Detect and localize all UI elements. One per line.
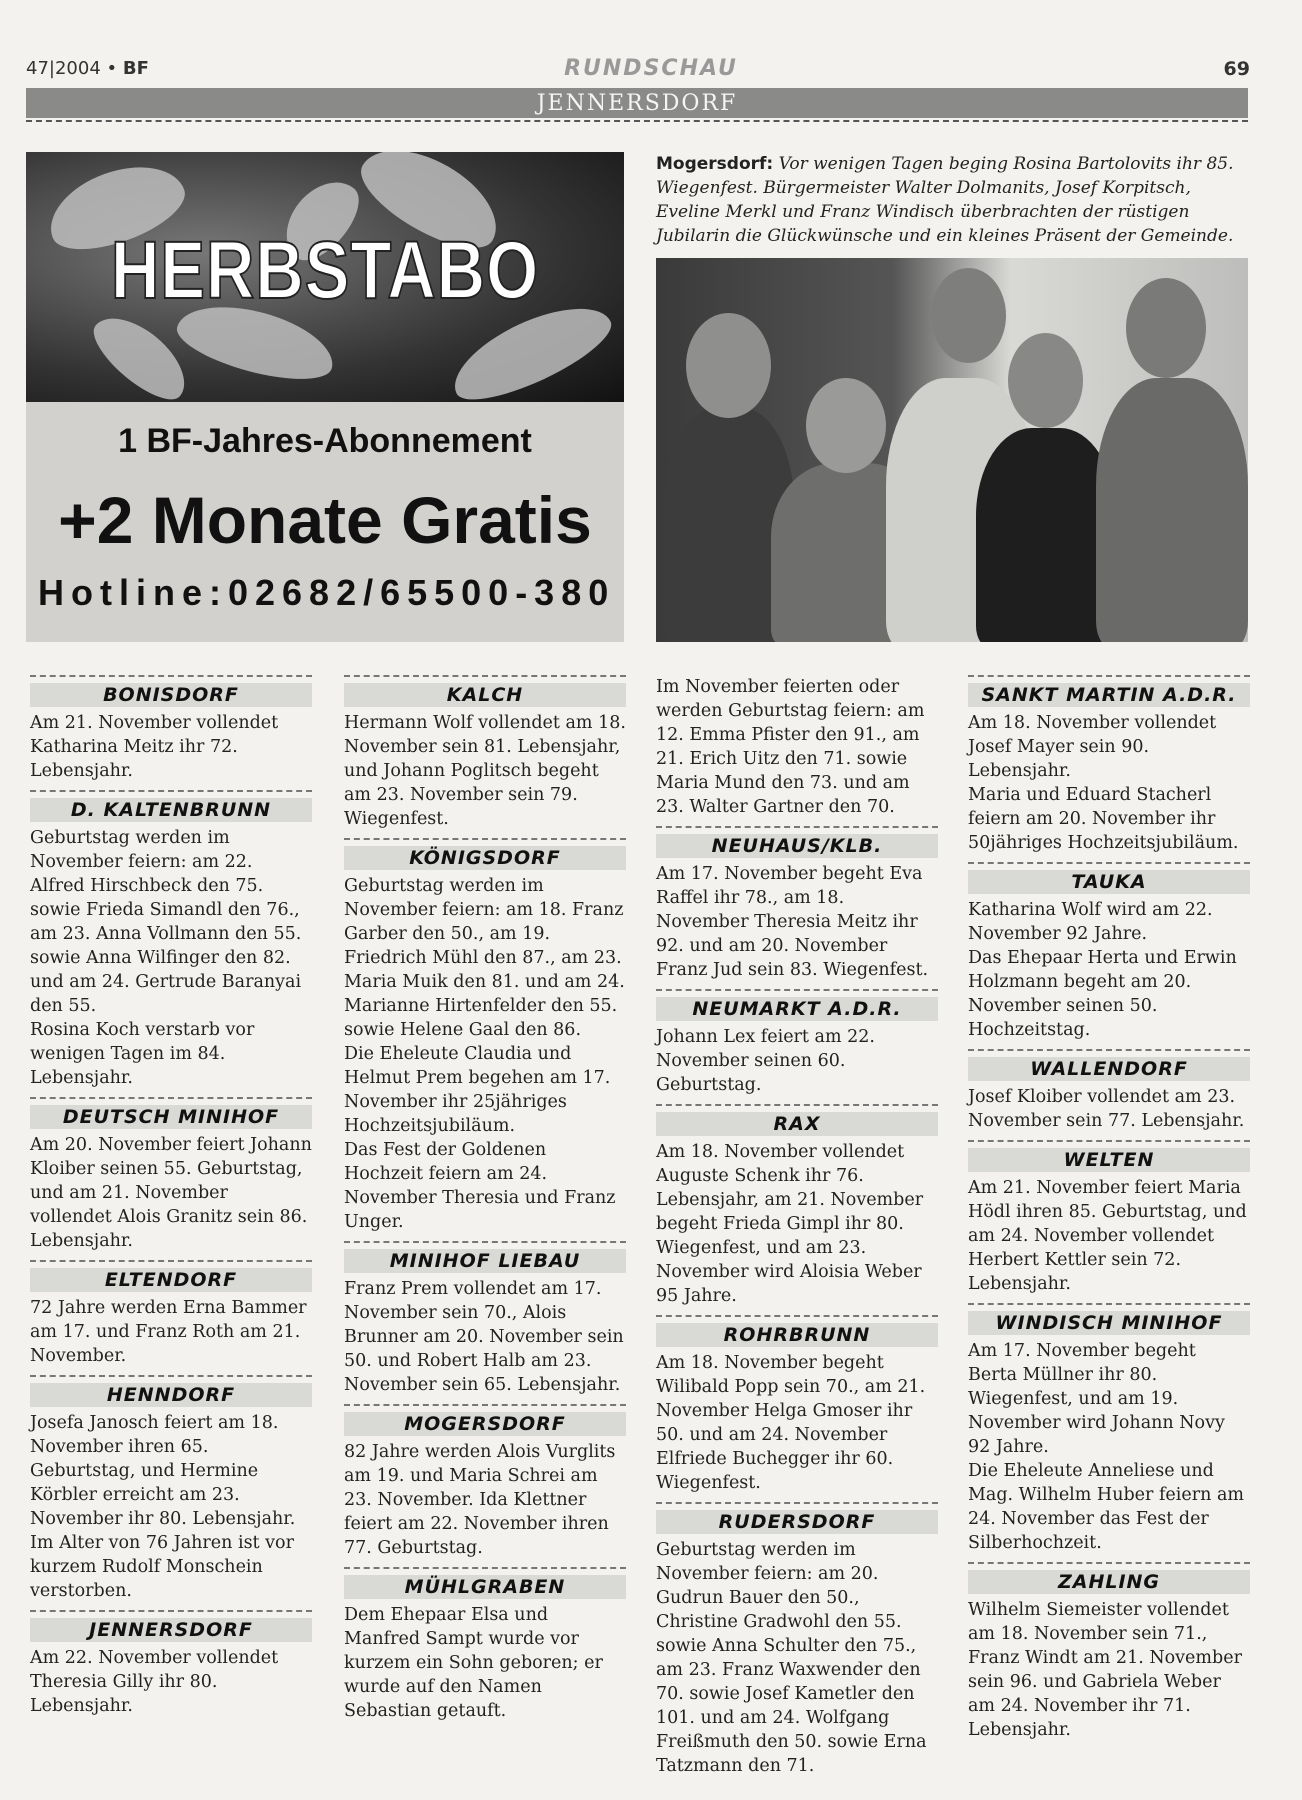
village-section (30, 675, 312, 707)
person-head (686, 313, 771, 418)
village-section (30, 1375, 312, 1407)
news-paragraph: Am 18. November vollendet Auguste Schenk ihr 76. Lebensjahr, am 21. November begeht Frieda Gimpl ihr 80. Wiegenfest, und am 23. November wird Aloisia Weber 95 Jahre. (656, 1142, 924, 1306)
news-paragraph: Am 17. November begeht Berta Müllner ihr 80. Wiegenfest, und am 19. November wird Johann Novy 92 Jahre. (968, 1341, 1225, 1457)
village-section (344, 1241, 626, 1273)
news-paragraph: Johann Lex feiert am 22. November seinen 60. Geburtstag. (656, 1027, 875, 1095)
photo-caption (656, 152, 1248, 248)
village-heading: BONISDORF (30, 683, 312, 707)
news-column-4 (968, 675, 1250, 1742)
village-heading: KÖNIGSDORF (344, 846, 626, 870)
person-figure (976, 428, 1116, 642)
village-section (656, 1315, 938, 1347)
region-title: JENNERSDORF (536, 91, 738, 116)
issue-number: 47|2004 (26, 58, 101, 79)
village-heading: SANKT MARTIN A.D.R. (968, 683, 1250, 707)
village-section (344, 1567, 626, 1599)
village-heading: ROHRBRUNN (656, 1323, 938, 1347)
village-heading: WELTEN (968, 1148, 1250, 1172)
news-paragraph: Wilhelm Siemeister vollendet am 18. November sein 71., Franz Windt am 21. November sein 96. und Gabriela Weber am 24. November ihr 71. Lebensjahr. (968, 1600, 1242, 1740)
news-paragraph: Die Eheleute Claudia und Helmut Prem begehen am 17. November ihr 25jähriges Hochzeitsjubiläum. (344, 1044, 611, 1136)
ad-bonus: +2 Monate Gratis (58, 483, 592, 557)
news-paragraph: Am 21. November feiert Maria Hödl ihren 85. Geburtstag, und am 24. November vollendet Herbert Kettler sein 72. Lebensjahr. (968, 1178, 1247, 1294)
news-paragraph: Geburtstag werden im November feiern: am 22. Alfred Hirschbeck den 75. sowie Frieda Simandl den 76., am 23. Anna Vollmann den 55. sowie Anna Wilfinger den 82. und am 24. Gertrude Baranyai den 55. (30, 828, 302, 1016)
ad-offer: 1 BF-Jahres-Abonnement (118, 422, 532, 460)
news-paragraph: Das Fest der Goldenen Hochzeit feiern am 24. November Theresia und Franz Unger. (344, 1140, 616, 1232)
village-heading: D. KALTENBRUNN (30, 798, 312, 822)
news-paragraph: Katharina Wolf wird am 22. November 92 Jahre. (968, 900, 1213, 944)
news-paragraph: Das Ehepaar Herta und Erwin Holzmann begeht am 20. November seinen 50. Hochzeitstag. (968, 948, 1237, 1040)
village-heading: ELTENDORF (30, 1268, 312, 1292)
news-paragraph: Hermann Wolf vollendet am 18. November sein 81. Lebensjahr, und Johann Poglitsch begeht am 23. November sein 79. Wiegenfest. (344, 713, 626, 829)
village-section (656, 1502, 938, 1534)
news-paragraph: 82 Jahre werden Alois Vurglits am 19. und Maria Schrei am 23. November. Ida Klettner feiert am 22. November ihren 77. Geburtstag. (344, 1442, 616, 1558)
news-paragraph: Rosina Koch verstarb vor wenigen Tagen im 84. Lebensjahr. (30, 1020, 255, 1088)
caption-text: Vor wenigen Tagen beging Rosina Bartolovits ihr 85. Wiegenfest. Bürgermeister Walter Dolmanits, Josef Korpitsch, Eveline Merkl und Franz Windisch überbrachten der rüstigen Jubilarin die Glückwünsche und ein kleines Präsent der Gemeinde. (656, 154, 1234, 246)
news-paragraph: Maria und Eduard Stacherl feiern am 20. November ihr 50jähriges Hochzeitsjubiläum. (968, 785, 1239, 853)
news-paragraph: 72 Jahre werden Erna Bammer am 17. und Franz Roth am 21. November. (30, 1298, 307, 1366)
news-column-3 (656, 675, 938, 1778)
news-paragraph: Im Alter von 76 Jahren ist vor kurzem Rudolf Monschein verstorben. (30, 1533, 294, 1601)
village-section (656, 989, 938, 1021)
person-head (806, 378, 886, 473)
village-heading: MÜHLGRABEN (344, 1575, 626, 1599)
news-column-2 (344, 675, 626, 1723)
village-heading: ZAHLING (968, 1570, 1250, 1594)
village-heading: HENNDORF (30, 1383, 312, 1407)
village-section (30, 1260, 312, 1292)
group-photo (656, 258, 1248, 642)
village-section (968, 1303, 1250, 1335)
village-section (30, 1610, 312, 1642)
news-paragraph: Josefa Janosch feiert am 18. November ihren 65. Geburtstag, und Hermine Körbler erreicht am 23. November ihr 80. Lebensjahr. (30, 1413, 296, 1529)
village-section (656, 1104, 938, 1136)
village-heading: WALLENDORF (968, 1057, 1250, 1081)
village-section (344, 838, 626, 870)
paper-name: BF (122, 58, 149, 79)
news-paragraph: Geburtstag werden im November feiern: am 18. Franz Garber den 50., am 19. Friedrich Mühl den 87., am 23. Maria Muik den 81. und am 24. Marianne Hirtenfelder den 55. sowie Helene Gaal den 86. (344, 876, 625, 1040)
news-paragraph: Dem Ehepaar Elsa und Manfred Sampt wurde vor kurzem ein Sohn geboren; er wurde auf den Namen Sebastian getauft. (344, 1605, 603, 1721)
village-section (30, 790, 312, 822)
village-section (968, 1562, 1250, 1594)
news-paragraph: Am 17. November begeht Eva Raffel ihr 78., am 18. November Theresia Meitz ihr 92. und am 20. November Franz Jud sein 83. Wiegenfest. (656, 864, 929, 980)
village-section (30, 1097, 312, 1129)
ad-hotline: Hotline:02682/65500-380 (38, 572, 616, 613)
village-heading: NEUMARKT A.D.R. (656, 997, 938, 1021)
news-paragraph: Am 21. November vollendet Katharina Meitz ihr 72. Lebensjahr. (30, 713, 279, 781)
village-heading: MOGERSDORF (344, 1412, 626, 1436)
village-section (968, 675, 1250, 707)
village-heading: WINDISCH MINIHOF (968, 1311, 1250, 1335)
news-paragraph: Franz Prem vollendet am 17. November sein 70., Alois Brunner am 20. November sein 50. und Robert Halb am 23. November sein 65. Lebensjahr. (344, 1279, 624, 1395)
autumn-leaves-image (26, 152, 624, 402)
village-section (344, 675, 626, 707)
village-heading: RUDERSDORF (656, 1510, 938, 1534)
bullet-separator: • (106, 58, 118, 79)
news-column-1 (30, 675, 312, 1718)
ad-title: HERBSTABO (110, 225, 540, 316)
news-paragraph: Am 18. November begeht Wilibald Popp sein 70., am 21. November Helga Gmoser ihr 50. und am 24. November Elfriede Buchegger ihr 60. Wiegenfest. (656, 1353, 926, 1493)
village-section (344, 1404, 626, 1436)
village-heading: JENNERSDORF (30, 1618, 312, 1642)
person-head (1008, 333, 1083, 428)
village-section (968, 862, 1250, 894)
news-paragraph: Josef Kloiber vollendet am 23. November sein 77. Lebensjahr. (968, 1087, 1245, 1131)
village-heading: DEUTSCH MINIHOF (30, 1105, 312, 1129)
news-paragraph: Geburtstag werden im November feiern: am 20. Gudrun Bauer den 50., Christine Gradwohl den 55. sowie Anna Schulter den 75., am 23. Franz Waxwender den 70. sowie Josef Kametler den 101. und am 24. Wolfgang Freißmuth den 50. sowie Erna Tatzmann den 71. (656, 1540, 927, 1776)
person-figure (1096, 378, 1248, 642)
village-section (968, 1049, 1250, 1081)
village-heading: MINIHOF LIEBAU (344, 1249, 626, 1273)
village-section (656, 826, 938, 858)
section-name: RUNDSCHAU (564, 56, 738, 81)
region-band (26, 88, 1248, 118)
village-section (968, 1140, 1250, 1172)
person-head (931, 268, 1006, 363)
news-paragraph: Die Eheleute Anneliese und Mag. Wilhelm Huber feiern am 24. November das Fest der Silberhochzeit. (968, 1461, 1244, 1553)
header-divider (26, 120, 1248, 122)
village-heading: NEUHAUS/KLB. (656, 834, 938, 858)
person-head (1126, 278, 1206, 378)
village-heading: RAX (656, 1112, 938, 1136)
news-paragraph: Am 18. November vollendet Josef Mayer sein 90. Lebensjahr. (968, 713, 1217, 781)
news-paragraph: Am 20. November feiert Johann Kloiber seinen 55. Geburtstag, und am 21. November vollendet Alois Granitz sein 86. Lebensjahr. (30, 1135, 312, 1251)
intro-paragraph: Im November feierten oder werden Geburtstag feiern: am 12. Emma Pfister den 91., am 21. Erich Uitz den 71. sowie Maria Mund den 73. und am 23. Walter Gartner den 70. (656, 677, 925, 817)
village-heading: KALCH (344, 683, 626, 707)
subscription-ad (26, 152, 624, 642)
village-heading: TAUKA (968, 870, 1250, 894)
news-paragraph: Am 22. November vollendet Theresia Gilly ihr 80. Lebensjahr. (30, 1648, 279, 1716)
page-number: 69 (1223, 58, 1250, 80)
caption-place: Mogersdorf: (656, 154, 774, 174)
